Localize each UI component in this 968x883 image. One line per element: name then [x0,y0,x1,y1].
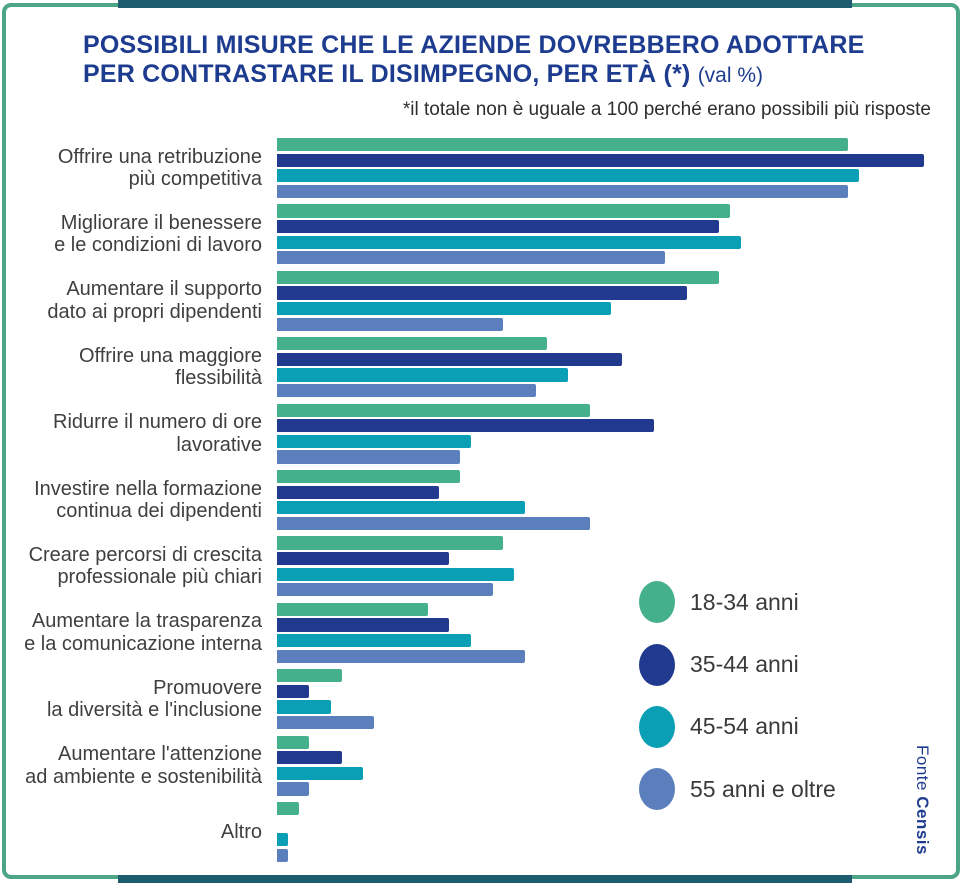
bar-45-54-anni [277,767,363,780]
legend-label: 35-44 anni [690,651,799,678]
bar-45-54-anni [277,501,525,514]
legend-swatch-circle [639,644,675,686]
bar-45-54-anni [277,169,859,182]
bar-35-44-anni [277,685,309,698]
bar-35-44-anni [277,353,622,366]
bar-55-anni-e-oltre [277,782,309,795]
bar-55-anni-e-oltre [277,450,460,463]
legend-label: 55 anni e oltre [690,775,836,802]
bar-18-34-anni [277,337,547,350]
bar-group [277,138,924,198]
bar-group [277,736,363,796]
bar-18-34-anni [277,669,342,682]
chart-title-unit: (val %) [697,64,764,87]
bar-55-anni-e-oltre [277,583,493,596]
bar-group [277,536,514,596]
source-prefix: Fonte [913,745,932,797]
bar-45-54-anni [277,302,611,315]
bar-35-44-anni [277,552,449,565]
bar-group [277,603,525,663]
bar-55-anni-e-oltre [277,318,503,331]
legend-item [639,758,836,820]
legend-swatch-circle [639,581,675,623]
category-label: Creare percorsi di crescita professionale più chiari [28,543,262,589]
legend-swatch-circle [639,768,675,810]
bar-35-44-anni [277,220,719,233]
bar-group [277,404,654,464]
top-decorative-bar [118,0,852,8]
bar-35-44-anni [277,618,449,631]
chart-row [0,404,968,464]
category-label: Migliorare il benessere e le condizioni di lavoro [54,211,262,257]
legend-swatch-circle [639,706,675,748]
bar-45-54-anni [277,700,331,713]
bar-group [277,802,299,862]
bar-18-34-anni [277,603,428,616]
chart-row [0,470,968,530]
category-label: Ridurre il numero di ore lavorative [53,411,262,456]
bar-group [277,204,741,264]
chart-title-line2: PER CONTRASTARE IL DISIMPEGNO, PER ETÀ (*) (val %) [83,60,764,88]
bar-18-34-anni [277,736,309,749]
bar-55-anni-e-oltre [277,716,374,729]
bar-group [277,470,590,530]
source-label [912,745,932,855]
bar-55-anni-e-oltre [277,849,288,862]
bar-55-anni-e-oltre [277,517,590,530]
bar-35-44-anni [277,286,687,299]
category-label: Offrire una maggiore flessibilità [78,344,262,390]
bar-45-54-anni [277,236,741,249]
chart-title-line1: POSSIBILI MISURE CHE LE AZIENDE DOVREBBERO ADOTTARE [83,31,865,59]
legend-label: 45-54 anni [690,713,799,740]
legend [639,571,836,821]
footnote: *il totale non è uguale a 100 perché erano possibili più risposte [402,99,931,120]
bar-45-54-anni [277,634,471,647]
bar-18-34-anni [277,404,590,417]
category-label: Altro [220,820,262,843]
bar-45-54-anni [277,435,471,448]
category-label: Aumentare la trasparenza e la comunicazione interna [24,610,262,655]
legend-item [639,696,836,758]
chart-row [0,204,968,264]
legend-item [639,571,836,633]
category-label: Aumentare l'attenzione ad ambiente e sostenibilità [25,743,262,788]
bar-18-34-anni [277,802,299,815]
chart-row [0,337,968,397]
chart-row [0,271,968,331]
bar-group [277,337,622,397]
category-label: Aumentare il supporto dato ai propri dipendenti [47,278,262,323]
bar-group [277,669,374,729]
source-name: Censis [913,796,932,855]
bar-45-54-anni [277,368,568,381]
bar-18-34-anni [277,138,848,151]
bar-45-54-anni [277,833,288,846]
chart-title [83,31,865,90]
bar-35-44-anni [277,751,342,764]
bar-35-44-anni [277,419,654,432]
bar-18-34-anni [277,204,730,217]
bar-35-44-anni [277,154,924,167]
bottom-decorative-bar [118,875,852,883]
bar-55-anni-e-oltre [277,185,848,198]
legend-item [639,633,836,695]
bar-18-34-anni [277,271,719,284]
chart-row [0,138,968,198]
category-label: Investire nella formazione continua dei dipendenti [34,477,262,522]
legend-label: 18-34 anni [690,588,799,615]
bar-55-anni-e-oltre [277,650,525,663]
bar-18-34-anni [277,470,460,483]
category-label: Offrire una retribuzione più competitiva [57,145,262,190]
bar-45-54-anni [277,568,514,581]
bar-55-anni-e-oltre [277,384,536,397]
category-label: Promuovere la diversità e l'inclusione [46,676,262,722]
bar-group [277,271,719,331]
bar-35-44-anni [277,486,439,499]
bar-18-34-anni [277,536,503,549]
bar-55-anni-e-oltre [277,251,665,264]
